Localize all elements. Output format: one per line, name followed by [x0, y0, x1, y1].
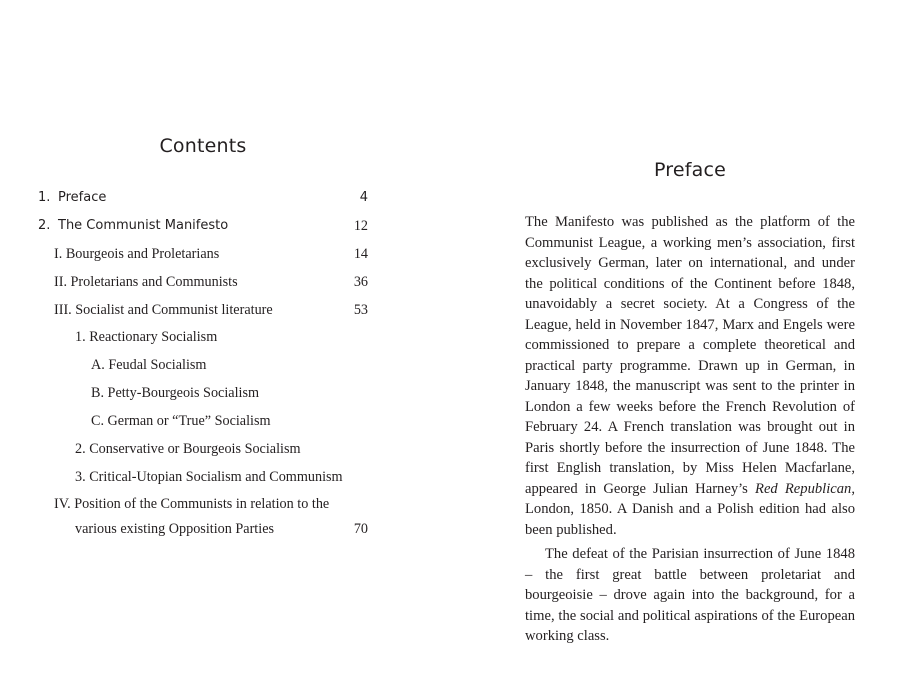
- toc-entry-number: 1.: [38, 190, 51, 205]
- toc-entry-label: Preface: [58, 190, 107, 205]
- toc-entry-label: 1. Reactionary Socialism: [75, 329, 218, 345]
- preface-title: Preface: [653, 159, 727, 181]
- toc-entry-proletarians-communists[interactable]: [54, 273, 368, 291]
- toc-entry-label: III. Socialist and Communist literature: [54, 302, 273, 318]
- toc-entry-opposition-parties[interactable]: [75, 520, 368, 538]
- toc-entry-bourgeois-proletarians[interactable]: [54, 245, 368, 263]
- toc-entry-label: II. Proletarians and Communists: [54, 274, 238, 290]
- preface-body: [525, 212, 855, 647]
- toc-page-number: 14: [353, 246, 368, 262]
- toc-entry-german-socialism[interactable]: [91, 412, 368, 430]
- preface-paragraph-1: The Manifesto was published as the platform of the Communist League, a working men’s association, first exclusively German, later on international, and under the political conditions of the Continent before 1848, unavoidably a secret society. At a Congress of the League, held in November 1847, Marx and Engels were commissioned to prepare a complete theoretical and practical party programme. Drawn up in German, in January 1848, the manuscript was sent to the printer in London a few weeks before the French Revolution of February 24. A French translation was brought out in Paris shortly before the insurrection of June 1848. The first English translation, by Miss Helen Macfarlane, appeared in George Julian Harney’s Red Republican, London, 1850. A Danish and a Polish edition had also been published.: [525, 214, 855, 538]
- red-republican-title: Red Republican: [755, 480, 852, 497]
- toc-entry-critical-utopian[interactable]: [75, 468, 368, 486]
- toc-entry-communist-manifesto[interactable]: [38, 217, 368, 235]
- toc-entry-label: A. Feudal Socialism: [91, 357, 207, 373]
- toc-entry-label: I. Bourgeois and Proletarians: [54, 246, 220, 262]
- toc-entry-label: 2. Conservative or Bourgeois Socialism: [75, 441, 301, 457]
- toc-page-number: 12: [353, 218, 368, 234]
- toc-page-number: 36: [353, 274, 368, 290]
- toc-entry-label: various existing Opposition Parties: [75, 521, 275, 537]
- toc-entry-label: B. Petty-Bourgeois Socialism: [91, 385, 260, 401]
- toc-page-number: 4: [359, 190, 368, 205]
- preface-page: [461, 0, 922, 700]
- toc-entry-label: C. German or “True” Socialism: [91, 413, 271, 429]
- toc-entry-socialist-literature[interactable]: [54, 301, 368, 319]
- toc-entry-conservative-socialism[interactable]: [75, 440, 368, 458]
- toc-entry-label: IV. Position of the Communists in relation to the: [54, 496, 330, 512]
- contents-title: Contents: [159, 135, 247, 157]
- toc-page-number: 70: [353, 521, 368, 537]
- toc-entry-label: The Communist Manifesto: [58, 218, 229, 233]
- toc-entry-preface[interactable]: [38, 189, 368, 207]
- toc-entry-reactionary-socialism[interactable]: [75, 328, 368, 346]
- toc-entry-label: 3. Critical-Utopian Socialism and Communism: [75, 469, 343, 485]
- toc-entry-position-communists[interactable]: [54, 495, 368, 513]
- toc-entry-number: 2.: [38, 218, 51, 233]
- toc-page-number: 53: [353, 302, 368, 318]
- preface-paragraph-2: The defeat of the Parisian insurrection of June 1848 – the first great battle between proletariat and bourgeoisie – drove again into the background, for a time, the social and political aspirations of the European working class.: [525, 546, 855, 644]
- toc-entry-petty-bourgeois-socialism[interactable]: [91, 384, 368, 402]
- toc-entry-feudal-socialism[interactable]: [91, 356, 368, 374]
